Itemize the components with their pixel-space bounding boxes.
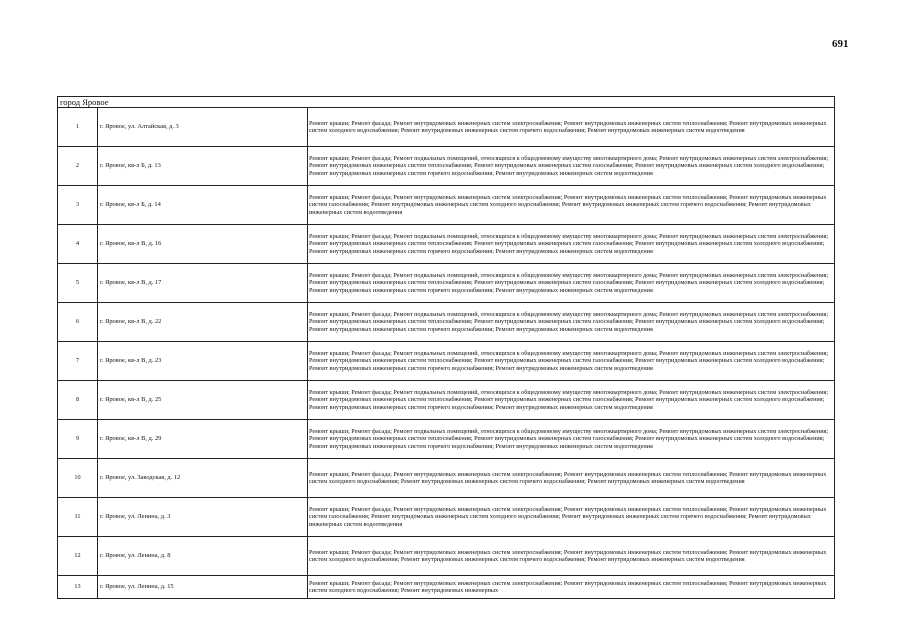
row-works: Ремонт крыши; Ремонт фасада; Ремонт подвальных помещений, относящихся к общедомовому имуществу многоквартирного дома; Ремонт внутридомовых инженерных систем электроснабжения; Ремонт внутридомовых инженерных систем теплоснабжения; Ремонт внутридомовых инженерных систем газоснабжения; Ремонт внутридомовых инженерных систем холодного водоснабжения; Ремонт внутридомовых инженерных систем горячего водоснабжения; Ремонт внутридомовых инженерных систем водоотведения: [308, 264, 835, 303]
row-address: г. Яровое, кв-л В, д. 23: [98, 342, 308, 381]
repair-table: [57, 96, 835, 599]
table-row: [58, 420, 835, 459]
row-works: Ремонт крыши; Ремонт фасада; Ремонт подвальных помещений, относящихся к общедомовому имуществу многоквартирного дома; Ремонт внутридомовых инженерных систем электроснабжения; Ремонт внутридомовых инженерных систем теплоснабжения; Ремонт внутридомовых инженерных систем газоснабжения; Ремонт внутридомовых инженерных систем холодного водоснабжения; Ремонт внутридомовых инженерных систем горячего водоснабжения; Ремонт внутридомовых инженерных систем водоотведения: [308, 381, 835, 420]
row-number: 8: [58, 381, 98, 420]
table-row: [58, 576, 835, 599]
table-row: [58, 459, 835, 498]
row-works: Ремонт крыши; Ремонт фасада; Ремонт внутридомовых инженерных систем электроснабжения; Ремонт внутридомовых инженерных систем теплоснабжения; Ремонт внутридомовых инженерных систем холодного водоснабжения; Ремонт внутридомовых инженерных: [308, 576, 835, 599]
row-number: 10: [58, 459, 98, 498]
row-number: 12: [58, 537, 98, 576]
row-address: г. Яровое, кв-л В, д. 16: [98, 225, 308, 264]
row-works: Ремонт крыши; Ремонт фасада; Ремонт подвальных помещений, относящихся к общедомовому имуществу многоквартирного дома; Ремонт внутридомовых инженерных систем электроснабжения; Ремонт внутридомовых инженерных систем теплоснабжения; Ремонт внутридомовых инженерных систем газоснабжения; Ремонт внутридомовых инженерных систем холодного водоснабжения; Ремонт внутридомовых инженерных систем горячего водоснабжения; Ремонт внутридомовых инженерных систем водоотведения: [308, 147, 835, 186]
table-row: [58, 264, 835, 303]
table-row: [58, 225, 835, 264]
table-row: [58, 381, 835, 420]
region-row: [58, 97, 835, 108]
row-number: 9: [58, 420, 98, 459]
row-works: Ремонт крыши; Ремонт фасада; Ремонт подвальных помещений, относящихся к общедомовому имуществу многоквартирного дома; Ремонт внутридомовых инженерных систем электроснабжения; Ремонт внутридомовых инженерных систем теплоснабжения; Ремонт внутридомовых инженерных систем газоснабжения; Ремонт внутридомовых инженерных систем холодного водоснабжения; Ремонт внутридомовых инженерных систем горячего водоснабжения; Ремонт внутридомовых инженерных систем водоотведения: [308, 342, 835, 381]
row-number: 6: [58, 303, 98, 342]
row-works: Ремонт крыши; Ремонт фасада; Ремонт подвальных помещений, относящихся к общедомовому имуществу многоквартирного дома; Ремонт внутридомовых инженерных систем электроснабжения; Ремонт внутридомовых инженерных систем теплоснабжения; Ремонт внутридомовых инженерных систем газоснабжения; Ремонт внутридомовых инженерных систем холодного водоснабжения; Ремонт внутридомовых инженерных систем горячего водоснабжения; Ремонт внутридомовых инженерных систем водоотведения: [308, 303, 835, 342]
table-row: [58, 537, 835, 576]
page-number: 691: [832, 38, 849, 50]
row-address: г. Яровое, ул. Алтайская, д. 3: [98, 108, 308, 147]
row-number: 7: [58, 342, 98, 381]
row-address: г. Яровое, кв-л Б, д. 14: [98, 186, 308, 225]
table-row: [58, 186, 835, 225]
row-works: Ремонт крыши; Ремонт фасада; Ремонт внутридомовых инженерных систем электроснабжения; Ремонт внутридомовых инженерных систем теплоснабжения; Ремонт внутридомовых инженерных систем холодного водоснабжения; Ремонт внутридомовых инженерных систем горячего водоснабжения; Ремонт внутридомовых инженерных систем водоотведения: [308, 459, 835, 498]
row-address: г. Яровое, ул. Ленина, д. 3: [98, 498, 308, 537]
region-header: город Яровое: [58, 97, 835, 108]
row-number: 5: [58, 264, 98, 303]
row-number: 13: [58, 576, 98, 599]
row-works: Ремонт крыши; Ремонт фасада; Ремонт подвальных помещений, относящихся к общедомовому имуществу многоквартирного дома; Ремонт внутридомовых инженерных систем электроснабжения; Ремонт внутридомовых инженерных систем теплоснабжения; Ремонт внутридомовых инженерных систем газоснабжения; Ремонт внутридомовых инженерных систем холодного водоснабжения; Ремонт внутридомовых инженерных систем горячего водоснабжения; Ремонт внутридомовых инженерных систем водоотведения: [308, 420, 835, 459]
row-address: г. Яровое, ул. Заводская, д. 12: [98, 459, 308, 498]
row-address: г. Яровое, ул. Ленина, д. 15: [98, 576, 308, 599]
table-row: [58, 108, 835, 147]
row-works: Ремонт крыши; Ремонт фасада; Ремонт внутридомовых инженерных систем электроснабжения; Ремонт внутридомовых инженерных систем теплоснабжения; Ремонт внутридомовых инженерных систем газоснабжения; Ремонт внутридомовых инженерных систем холодного водоснабжения; Ремонт внутридомовых инженерных систем горячего водоснабжения; Ремонт внутридомовых инженерных систем водоотведения: [308, 186, 835, 225]
table-row: [58, 147, 835, 186]
row-address: г. Яровое, кв-л В, д. 29: [98, 420, 308, 459]
row-number: 3: [58, 186, 98, 225]
row-address: г. Яровое, кв-л В, д. 22: [98, 303, 308, 342]
row-address: г. Яровое, кв-л Б, д. 13: [98, 147, 308, 186]
table-body: [58, 97, 835, 599]
row-number: 4: [58, 225, 98, 264]
row-number: 2: [58, 147, 98, 186]
row-works: Ремонт крыши; Ремонт фасада; Ремонт внутридомовых инженерных систем электроснабжения; Ремонт внутридомовых инженерных систем теплоснабжения; Ремонт внутридомовых инженерных систем холодного водоснабжения; Ремонт внутридомовых инженерных систем горячего водоснабжения; Ремонт внутридомовых инженерных систем водоотведения: [308, 108, 835, 147]
row-number: 11: [58, 498, 98, 537]
row-works: Ремонт крыши; Ремонт фасада; Ремонт внутридомовых инженерных систем электроснабжения; Ремонт внутридомовых инженерных систем теплоснабжения; Ремонт внутридомовых инженерных систем газоснабжения; Ремонт внутридомовых инженерных систем холодного водоснабжения; Ремонт внутридомовых инженерных систем горячего водоснабжения; Ремонт внутридомовых инженерных систем водоотведения: [308, 498, 835, 537]
row-works: Ремонт крыши; Ремонт фасада; Ремонт подвальных помещений, относящихся к общедомовому имуществу многоквартирного дома; Ремонт внутридомовых инженерных систем электроснабжения; Ремонт внутридомовых инженерных систем теплоснабжения; Ремонт внутридомовых инженерных систем газоснабжения; Ремонт внутридомовых инженерных систем холодного водоснабжения; Ремонт внутридомовых инженерных систем горячего водоснабжения; Ремонт внутридомовых инженерных систем водоотведения: [308, 225, 835, 264]
table-row: [58, 303, 835, 342]
row-works: Ремонт крыши; Ремонт фасада; Ремонт внутридомовых инженерных систем электроснабжения; Ремонт внутридомовых инженерных систем теплоснабжения; Ремонт внутридомовых инженерных систем холодного водоснабжения; Ремонт внутридомовых инженерных систем горячего водоснабжения; Ремонт внутридомовых инженерных систем водоотведения: [308, 537, 835, 576]
row-number: 1: [58, 108, 98, 147]
row-address: г. Яровое, кв-л В, д. 17: [98, 264, 308, 303]
row-address: г. Яровое, ул. Ленина, д. 8: [98, 537, 308, 576]
row-address: г. Яровое, кв-л В, д. 25: [98, 381, 308, 420]
table-row: [58, 342, 835, 381]
table-row: [58, 498, 835, 537]
